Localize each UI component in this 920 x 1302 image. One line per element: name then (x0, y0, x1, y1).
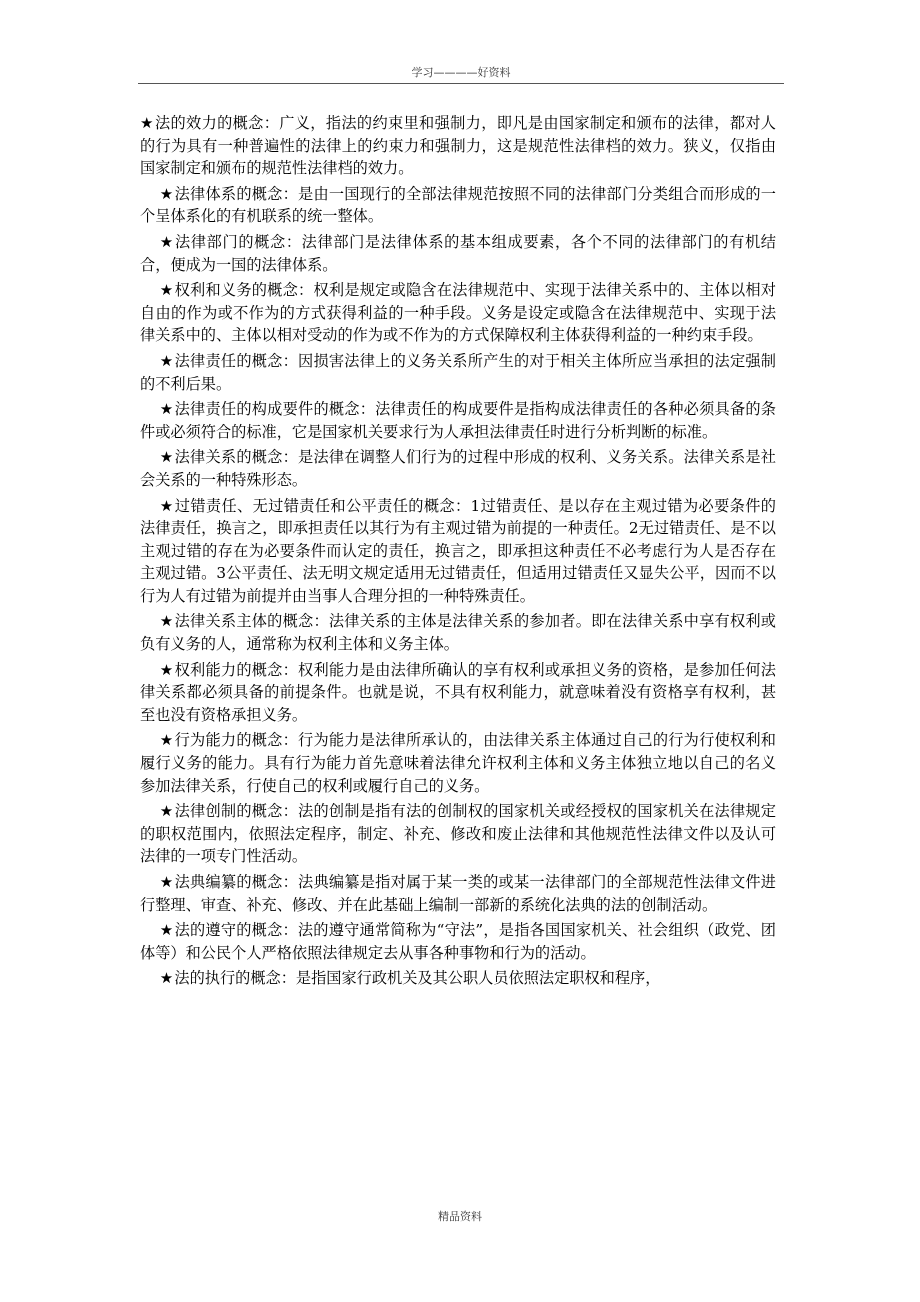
star-icon: ★ (159, 496, 174, 515)
paragraph-fault-liability: ★过错责任、无过错责任和公平责任的概念：1过错责任、是以存在主观过错为必要条件的法律责任，换言之，即承担责任以其行为有主观过错为前提的一种责任。2无过错责任、是不以主观过错的存在为必要条件而认定的责任，换言之，即承担这种责任不必考虑行为人是否存在主观过错。3公平责任、法无明文规定适用无过错责任，但适用过错责任又显失公平，因而不以行为人有过错为前提并由当事人合理分担的一种特殊责任。 (140, 496, 776, 605)
paragraph-law-compliance: ★法的遵守的概念：法的遵守通常简称为“守法”，是指各国国家机关、社会组织（政党、团体等）和公民个人严格依照法律规定去从事各种事物和行为的活动。 (140, 921, 776, 962)
star-icon: ★ (159, 400, 174, 419)
paragraph-act-capacity: ★行为能力的概念：行为能力是法律所承认的，由法律关系主体通过自己的行为行使权利和履行义务的能力。具有行为能力首先意味着法律允许权利主体和义务主体独立地以自己的名义参加法律关系，行使自己的权利或履行自己的义务。 (140, 731, 776, 795)
star-icon: ★ (159, 612, 174, 631)
page-header: 学习————好资料 (411, 66, 511, 79)
star-icon: ★ (159, 448, 174, 467)
paragraph-rights-capacity: ★权利能力的概念：权利能力是由法律所确认的享有权利或承担义务的资格，是参加任何法律关系都必须具备的前提条件。也就是说，不具有权利能力，就意味着没有资格享有权利，甚至也没有资格承担义务。 (140, 660, 776, 724)
page-footer: 精品资料 (438, 1210, 482, 1223)
star-icon: ★ (159, 731, 174, 750)
star-icon: ★ (159, 281, 174, 300)
star-icon: ★ (140, 114, 154, 132)
paragraph-legal-department: ★法律部门的概念：法律部门是法律体系的基本组成要素，各个不同的法律部门的有机结合，便成为一国的法律体系。 (140, 232, 776, 274)
paragraph-liability-elements: ★法律责任的构成要件的概念：法律责任的构成要件是指构成法律责任的各种必须具备的条件或必须符合的标准，它是国家机关要求行为人承担法律责任时进行分析判断的标准。 (140, 400, 776, 441)
paragraph-legal-liability: ★法律责任的概念：因损害法律上的义务关系所产生的对于相关主体所应当承担的法定强制的不利后果。 (140, 351, 776, 393)
star-icon: ★ (159, 921, 174, 940)
star-icon: ★ (159, 351, 174, 370)
star-icon: ★ (159, 969, 174, 988)
paragraph-codification: ★法典编纂的概念：法典编纂是指对属于某一类的或某一法律部门的全部规范性法律文件进行整理、审查、补充、修改、并在此基础上编制一部新的系统化法典的法的创制活动。 (140, 873, 776, 914)
paragraph-rights-duties: ★权利和义务的概念：权利是规定或隐含在法律规范中、实现于法律关系中的、主体以相对自由的作为或不作为的方式获得利益的一种手段。义务是设定或隐含在法律规范中、实现于法律关系中的、主体以相对受动的作为或不作为的方式保障权利主体获得利益的一种约束手段。 (140, 281, 776, 345)
paragraph-relation-subject: ★法律关系主体的概念：法律关系的主体是法律关系的参加者。即在法律关系中享有权利或负有义务的人，通常称为权利主体和义务主体。 (140, 612, 776, 654)
star-icon: ★ (159, 873, 174, 891)
header-divider (138, 83, 784, 84)
star-icon: ★ (159, 660, 174, 679)
star-icon: ★ (159, 184, 174, 203)
paragraph-legal-system: ★法律体系的概念：是由一国现行的全部法律规范按照不同的法律部门分类组合而形成的一个呈体系化的有机联系的统一整体。 (140, 184, 776, 226)
paragraph-law-creation: ★法律创制的概念：法的创制是指有法的创制权的国家机关或经授权的国家机关在法律规定的职权范围内，依照法定程序，制定、补充、修改和废止法律和其他规范性法律文件以及认可法律的一项专门性活动。 (140, 802, 776, 866)
paragraph-legal-relation: ★法律关系的概念：是法律在调整人们行为的过程中形成的权利、义务关系。法律关系是社会关系的一种特殊形态。 (140, 448, 776, 489)
document-body (140, 112, 776, 993)
paragraph-law-execution: ★法的执行的概念：是指国家行政机关及其公职人员依照法定职权和程序， (159, 969, 661, 988)
star-icon: ★ (159, 802, 174, 821)
paragraph-legal-effect: ★法的效力的概念：广义，指法的约束里和强制力，即凡是由国家制定和颁布的法律，都对人的行为具有一种普遍性的法律上的约束力和强制力，这是规范性法律档的效力。狭义，仅指由国家制定和颁布的规范性法律档的效力。 (140, 114, 776, 178)
star-icon: ★ (159, 232, 175, 251)
